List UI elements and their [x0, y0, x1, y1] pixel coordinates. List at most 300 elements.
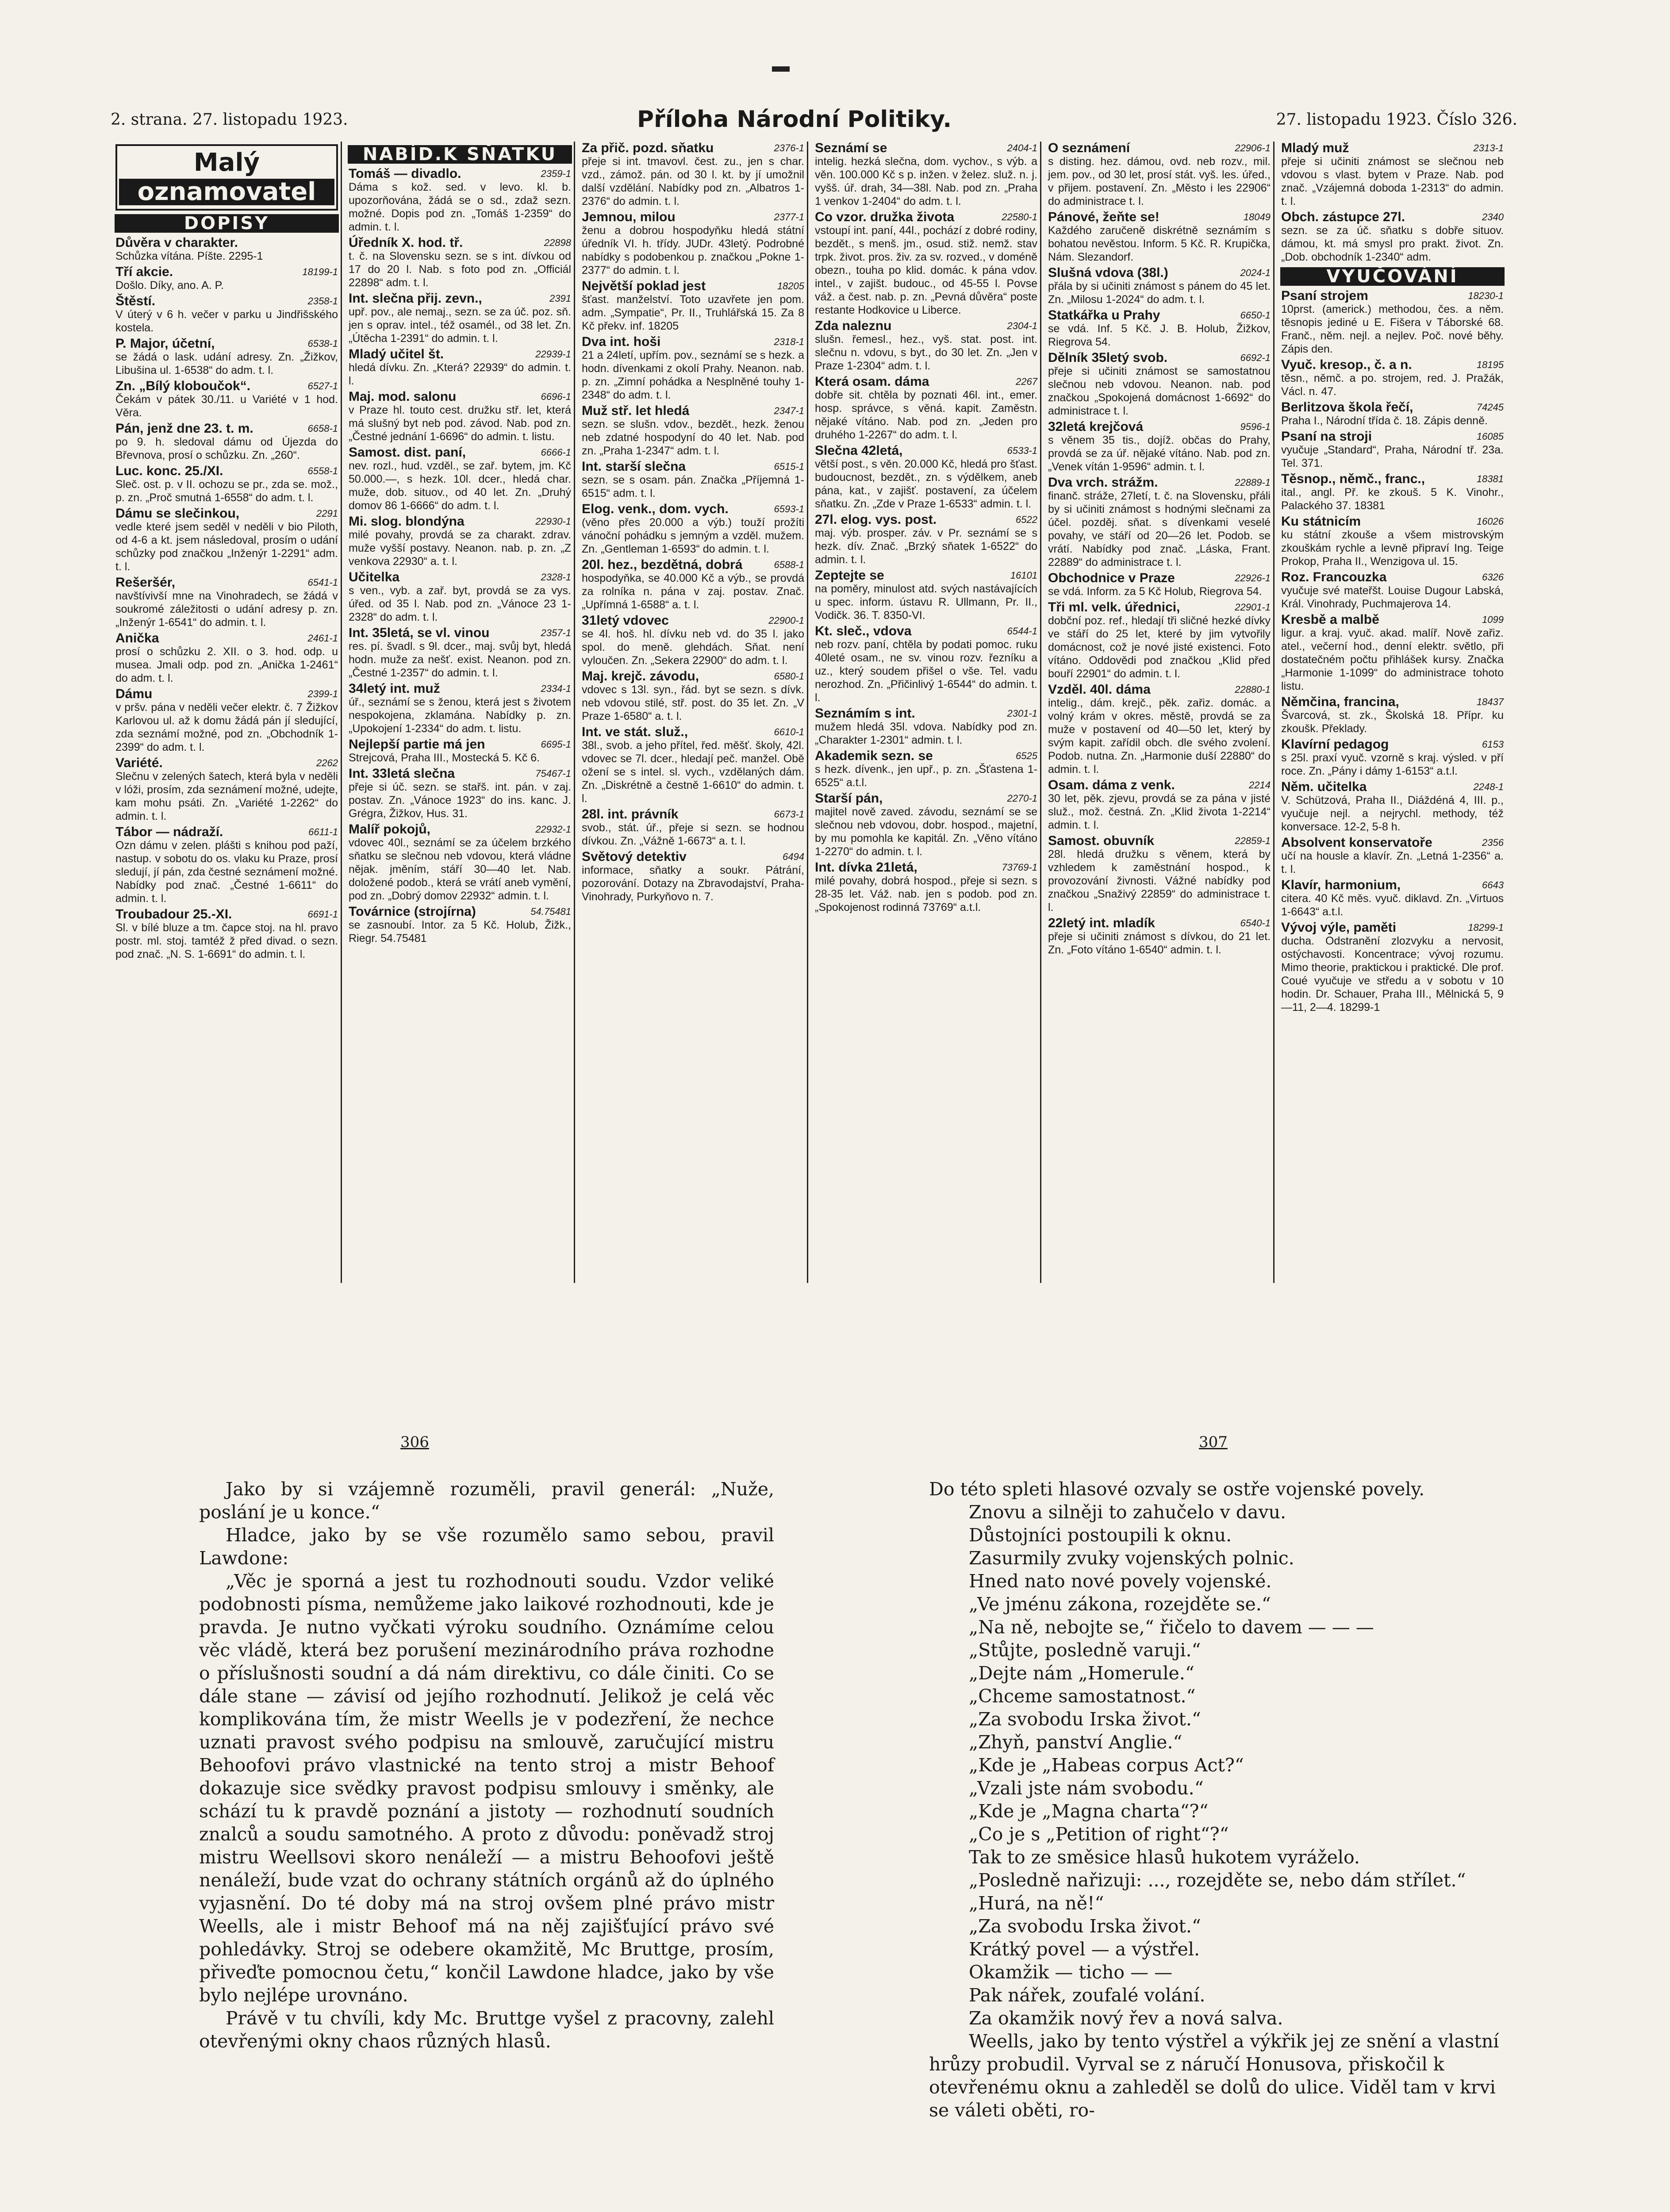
ad-body: po 9. h. sledoval dámu od Újezda do Břevnova, prosí o schůzku. Zn. „260“. [115, 436, 338, 461]
ad-body: ženu a dobrou hospodyňku hledá státní úředník VI. h. třídy. JUDr. 43letý. Podrobné nabídky s podobenkou p. značkou „Pokne 1-2377“ do admin. t. l. [582, 224, 804, 276]
classified-ad [812, 444, 1040, 511]
ad-title: Mi. slog. blondýna [349, 514, 465, 529]
ad-title: Klavírní pedagog [1281, 737, 1389, 752]
story-paragraph: „Za svobodu Irska život.“ [969, 1916, 1201, 1937]
ad-title: 27l. elog. vys. post. [815, 512, 937, 527]
classified-ad [113, 687, 341, 754]
ad-body: citera. 40 Kč měs. vyuč. diklavd. Zn. „Virtuos 1-6643“ a.t.l. [1281, 892, 1504, 918]
classified-ad [579, 558, 807, 611]
classified-ad [1045, 834, 1273, 914]
ad-column-6 [1278, 142, 1506, 1283]
ad-number: 6696-1 [541, 391, 571, 402]
newspaper-title: Příloha Národní Politiky. [637, 106, 952, 133]
classified-ad [346, 292, 574, 345]
ad-body: Sleč. ost. p. v II. ochozu se pr., zda se. mož., p. zn. „Proč smutná 1-6558“ do adm. t. l. [115, 478, 338, 504]
ad-body: s ven., vyb. a zař. byt, provdá se za vys. úřed. od 35 l. Nab. pod zn. „Vánoce 23 1-2328“ do adm. t. l. [349, 584, 571, 623]
ad-number: 22580-1 [1002, 211, 1037, 223]
classified-ad [1278, 921, 1506, 1014]
classified-ad [1045, 351, 1273, 418]
ad-number: 6580-1 [774, 671, 804, 682]
ad-number: 22880-1 [1235, 684, 1271, 695]
ad-title: Int. starší slečna [582, 459, 686, 474]
classified-ad [113, 265, 341, 292]
classified-ad [1278, 289, 1506, 356]
ad-number: 2313-1 [1473, 142, 1504, 154]
ad-title: Štěstí. [115, 294, 156, 308]
ad-body: slušn. řemesl., hez., vyš. stat. post. int. slečnu n. vdovu, s byt., do 30 let. Zn. „Jen v Praze 1-2304“ adm. t. l. [815, 333, 1037, 372]
ad-body: s hezk. dívenk., jen upř., p. zn. „Šťastena 1-6525“ a.t.l. [815, 763, 1037, 789]
classified-ad [1278, 358, 1506, 398]
ad-number: 16026 [1476, 516, 1504, 527]
ad-number: 2214 [1249, 780, 1271, 791]
ad-body: Ozn dámu v zelen. plášti s knihou pod paží, nastup. v sobotu do os. vlaku ku Praze, prosí sledují, jí pán, zda čestné seznámení možné. Nabídky pod znač. „Čestné 1-6611“ do admin. t. l. [115, 839, 338, 905]
ad-number: 2318-1 [774, 336, 804, 347]
ad-body: nev. rozl., hud. vzděl., se zař. bytem, jm. Kč 50.000.—, s hezk. 10l. dcer., hledá char. muže, dob. situov., od 40 let. Zn. „Druhý domov 86 1-6666“ do adm. t. l. [349, 460, 571, 512]
classified-ad [346, 767, 574, 820]
ad-body: Strejcová, Praha III., Mostecká 5. Kč 6. [349, 752, 540, 764]
ad-body: ital., angl. Př. ke zkouš. 5 K. Vinohr., Palackého 37. 18381 [1281, 486, 1504, 512]
ad-title: Obch. zástupce 27l. [1281, 210, 1405, 224]
ad-number: 6540-1 [1240, 918, 1271, 929]
ad-number: 2334-1 [541, 683, 571, 694]
ad-number: 2304-1 [1007, 320, 1037, 331]
ad-number: 75467-1 [535, 768, 571, 779]
ad-body: se vdá. Inform. za 5 Kč Holub, Riegrova 54. [1048, 585, 1262, 598]
classified-ad [113, 295, 341, 334]
ad-body: přeje si úč. sezn. se stařš. int. pán. v zaj. postav. Zn. „Vánoce 1923“ do ins. kanc. J. Grégra, Žižkov, Hus. 31. [349, 781, 571, 820]
story-paragraph: „Za svobodu Irska život.“ [969, 1709, 1201, 1730]
ad-body: majitel nově zaved. závodu, seznámí se se slečnou neb vdovou, dobr. hospod., majetní, by mu pomohla ke kapitál. Zn. „Věno vítáno 1-2270“ do admin. t. l. [815, 806, 1037, 858]
section-heading-dopisy: DOPISY [115, 214, 339, 233]
ad-title: Co vzor. družka života [815, 210, 955, 224]
ad-title: Luc. konc. 25./XI. [115, 464, 223, 478]
ad-title: Mladý muž [1281, 142, 1349, 155]
ad-number: 18199-1 [302, 266, 338, 277]
classified-ad [1278, 836, 1506, 876]
classified-ad [113, 380, 341, 419]
classified-ad [346, 446, 574, 512]
ad-number: 6593-1 [774, 503, 804, 515]
ad-body: Slečnu v zelených šatech, která byla v neděli v lóži, prosím, zda seznámení možné, udejte, kam mohu psáti. Zn. „Variété 1-2262“ do admin. t. l. [115, 770, 338, 822]
story-paragraph: Jako by si vzájemně rozuměli, pravil generál: „Nuže, poslání je u konce.“ [199, 1479, 774, 1523]
ad-body: těsn., němč. a po. strojem, red. J. Pražák, Václ. n. 47. [1281, 372, 1504, 398]
header-date-left: 2. strana. 27. listopadu 1923. [111, 111, 348, 129]
ad-body: informace, sňatky a soukr. Pátrání, pozorování. Dotazy na Zbravodajství, Praha-Vinohrady, Purkyňovo n. 7. [582, 864, 804, 903]
ad-body: ku státní zkouše a všem mistrovským zkouškám rychle a levně připraví Ing. Teige Prokop, Praha II., Wenzigova ul. 15. [1281, 529, 1504, 568]
ad-title: Pánové, žeňte se! [1048, 210, 1159, 224]
story-paragraph: Krátký povel — a výstřel. [969, 1939, 1200, 1960]
ad-number: 22859-1 [1235, 835, 1271, 846]
ad-body: vdovec s 13l. syn., řád. byt se sezn. s dívk. neb vdovou stilé, stř. post. do 35 let. Zn. „V Praze 1-6580“ a. t. l. [582, 684, 804, 722]
classified-ad [1278, 613, 1506, 693]
ad-number: 6643 [1482, 879, 1504, 891]
classified-ad [812, 749, 1040, 789]
classified-ad [1045, 917, 1273, 956]
ad-column-3 [579, 142, 808, 1283]
ad-body: šťast. manželství. Toto uzavřete jen pom. adm. „Sympatie“, Pr. II., Truhlářská 15. Za 8 Kč překv. inf. 18205 [582, 293, 804, 332]
story-paragraph: „Ve jménu zákona, rozejděte se.“ [969, 1594, 1271, 1615]
ad-number: 2291 [316, 508, 338, 519]
classified-ad [812, 569, 1040, 622]
ad-number: 6527-1 [307, 380, 338, 392]
ad-title: Která osam. dáma [815, 374, 929, 389]
ad-body: hospodyňka, se 40.000 Kč a výb., se provdá za rolníka n. pána v zaj. postav. Znač. „Upřímná 1-6588“ a. t. l. [582, 572, 804, 611]
classified-ad [812, 319, 1040, 373]
ad-body: prosí o schůzku 2. XII. o 3. hod. odp. u musea. Jmali odp. pod zn. „Anička 1-2461“ do adm. t. l. [115, 645, 338, 684]
classified-ad [1278, 515, 1506, 568]
classified-ad [579, 726, 807, 805]
ad-body: ligur. a kraj. vyuč. akad. malíř. Nově zařiz. atel., večerní hod., denní elektr. světlo, při dostatečném počtu přihlášek kursy. Značka „Harmonie 1-1099“ do administrace tohoto listu. [1281, 627, 1504, 692]
ad-title: Tří akcie. [115, 265, 173, 279]
story-paragraph: „Chceme samostatnost.“ [969, 1686, 1196, 1707]
ad-title: 31letý vdovec [582, 613, 669, 628]
ad-number: 2270-1 [1007, 793, 1037, 804]
ad-body: dobře sit. chtěla by poznati 46l. int., emer. hosp. správce, s věná. kapit. Zaměstn. nějaké vítáno. Nab. pod zn. „Jeden pro druhého 1-2267“ do adm. t. l. [815, 389, 1037, 441]
story-paragraph: „Kde je „Magna charta“?“ [969, 1801, 1209, 1822]
ad-column-4 [812, 142, 1041, 1283]
ad-title: Muž stř. let hledá [582, 403, 690, 418]
ad-number: 9596-1 [1240, 421, 1271, 432]
ad-title: Roz. Francouzka [1281, 570, 1387, 584]
classified-ad [1278, 430, 1506, 470]
ad-title: Absolvent konservatoře [1281, 835, 1432, 850]
ad-body: V úterý v 6 h. večer v parku u Jindřišského kostela. [115, 308, 338, 334]
ad-title: Akademik sezn. se [815, 749, 933, 763]
ad-body: svob., stát. úř., přeje si sezn. se hodnou dívkou. Zn. „Vážně 1-6673“ a. t. l. [582, 822, 804, 847]
ad-title: Zeptejte se [815, 568, 884, 583]
ad-body: na poměry, minulost atd. svých nastávajících u spec. inform. ústavu R. Ullmann, Pr. II., Vodičk. 36. T. 8350-VI. [815, 583, 1037, 622]
ad-body: mužem hledá 35l. vdova. Nabídky pod zn. „Charakter 1-2301“ admin. t. l. [815, 721, 1037, 746]
ad-number: 6558-1 [307, 465, 338, 476]
story-paragraph: Hned nato nové povely vojenské. [969, 1571, 1272, 1592]
classified-ad [1045, 683, 1273, 776]
story-text-right [929, 1478, 1504, 2122]
ad-number: 22932-1 [535, 824, 571, 835]
story-paragraph: Pak nářek, zoufalé volání. [969, 1985, 1205, 2006]
classified-ad [812, 513, 1040, 566]
ad-body: 30 let, pěk. zjevu, provdá se za pána v jisté služ., mož. čestná. Zn. „Klid života 1-2214“ admin. t. l. [1048, 792, 1271, 831]
ad-body: se 4l. hoš. hl. dívku neb vd. do 35 l. jako spol. do meně. glehdách. Sňat. není vyloučen. Zn. „Sekera 22900“ do adm. t. l. [582, 628, 804, 667]
ad-number: 6692-1 [1240, 352, 1271, 363]
story-paragraph: Znovu a silněji to zahučelo v davu. [969, 1502, 1286, 1523]
ad-number: 18299-1 [1468, 922, 1504, 933]
ad-title: Samost. obuvník [1048, 833, 1155, 848]
story-paragraph: Zasurmily zvuky vojenských polnic. [969, 1548, 1294, 1569]
ad-body: vedle které jsem seděl v neděli v bio Piloth, od 4-6 a kt. jsem následoval, prosím o udání schůzky pod značkou „Inženýr 1-2291“ adm. t. l. [115, 521, 338, 573]
ad-title: Statkářka u Prahy [1048, 308, 1160, 323]
ad-title: Ku státnicím [1281, 514, 1361, 529]
classified-ad [346, 571, 574, 624]
ad-title: Elog. venk., dom. vych. [582, 502, 729, 516]
ad-body: (věno přes 20.000 a výb.) touží prožíti vánoční pohádku s jemným a vzděl. mužem. Zn. „Gentleman 1-6593“ do admin. t. l. [582, 516, 804, 555]
classified-ad [1045, 476, 1273, 569]
classified-ad [1045, 309, 1273, 349]
ad-title: Světový detektiv [582, 849, 687, 864]
ad-title: Kresbě a malbě [1281, 612, 1379, 627]
ad-body: milé povahy, provdá se za charakt. zdrav. muže vyšší postavy. Neanon. nab. p. zn. „Z venkova 22930“ a. t. l. [349, 529, 571, 568]
classified-ad [579, 808, 807, 848]
ad-title: Int. 35letá, se vl. vinou [349, 626, 490, 640]
classified-ad [1278, 780, 1506, 833]
ad-title: Int. dívka 21letá, [815, 860, 918, 875]
classified-ad [1045, 142, 1273, 208]
classified-ad [1278, 142, 1506, 208]
ad-number: 2399-1 [307, 688, 338, 699]
ad-body: v pršv. pána v neděli večer elektr. č. 7 Žižkov Karlovou ul. až k domu žádá pán jí sledující, zda seznámí možné, pod zn. „Obchodník 1-2399“ do adm. t. l. [115, 701, 338, 753]
classified-ad [113, 337, 341, 377]
ad-number: 6658-1 [307, 423, 338, 434]
ad-title: Za přič. pozd. sňatku [582, 142, 714, 155]
ad-title: Dámu se slečinkou, [115, 506, 240, 521]
ad-number: 6525 [1016, 750, 1037, 761]
ad-title: Dámu [115, 687, 153, 701]
ad-title: Jemnou, milou [582, 210, 676, 224]
classified-ad [579, 211, 807, 277]
story-paragraph: Okamžik — ticho — — [969, 1962, 1173, 1983]
classified-ad [1045, 266, 1273, 306]
classified-ad [346, 905, 574, 945]
ad-title: Psaní strojem [1281, 288, 1368, 303]
page-number-left: 306 [400, 1433, 429, 1451]
print-mark [772, 66, 790, 72]
logo-line-1: Malý [193, 148, 260, 177]
classified-ad [812, 142, 1040, 208]
ad-body: res. pí. švadl. s 9l. dcer., maj. svůj byt, hledá hodn. muže za nešť. exist. Neanon. pod zn. „Čestné 1-2357“ do admin. t. l. [349, 640, 571, 679]
story-paragraph: Právě v tu chvíli, kdy Mc. Bruttge vyšel z pracovny, zalehl otevřenými okny chaos různých hlasů. [199, 2008, 774, 2052]
ad-title: Slečna 42letá, [815, 443, 903, 458]
classified-ad [1278, 401, 1506, 427]
ad-title: Němčina, francina, [1281, 695, 1399, 709]
ad-number: 2391 [549, 293, 571, 304]
classified-ad [346, 390, 574, 443]
classified-ad [1278, 571, 1506, 611]
ad-body: finanč. stráže, 27letí, t. č. na Slovensku, přáli by si učiniti známost s hodnými slečnami za účel. pozděj. sňat. s dívenkami veselé povahy, ve stáří od 20—26 let. Podob. se vrátí. Nabídky pod znač. „Láska, Frant. 22889“ do administrace t. l. [1048, 490, 1271, 568]
ad-title: Anička [115, 631, 159, 645]
section-heading-snatku: NABÍD.K SŇATKU [348, 145, 572, 164]
ad-title: Seznámím s int. [815, 706, 915, 721]
classified-ad [346, 348, 574, 388]
ad-number: 6153 [1482, 739, 1504, 750]
ad-number: 2377-1 [774, 211, 804, 223]
ad-number: 2301-1 [1007, 708, 1037, 719]
ad-column-2 [346, 142, 575, 1283]
ad-body: přeje si učiniti známost s dívkou, do 21 let. Zn. „Foto vítáno 1-6540“ admin. t. l. [1048, 930, 1271, 956]
ad-body: vyučuje „Standard“, Praha, Národní tř. 23a. Tel. 371. [1281, 444, 1504, 469]
ad-body: milé povahy, dobrá hospod., přeje si sezn. s 28-35 let. Váž. nab. jen s podob. pod zn. „Spokojenost rodinná 73769“ a.t.l. [815, 875, 1037, 914]
maly-oznamovatel-logo [115, 144, 338, 211]
classified-ad [1045, 211, 1273, 264]
ad-body: přála by si učiniti známost s pánem do 45 let. Zn. „Milosu 1-2024“ do adm. t. l. [1048, 280, 1271, 306]
ad-body: v Praze hl. touto cest. družku stř. let, která má slušný byt neb pod. závod. Nab. pod zn. „Čestné jednání 1-6696“ do admin. t. listu. [349, 404, 571, 443]
ad-body: Každého zaručeně diskrétně seznámím s bohatou nevěstou. Inform. 5 Kč. R. Krupička, Nám. Slezandorf. [1048, 224, 1271, 263]
ad-body: Dáma s kož. sed. v levo. kl. b. upozorňována, žádá se o sd., zdaž sezn. možné. Dopis pod zn. „Tomáš 1-2359“ do admin. t. l. [349, 181, 571, 233]
ad-number: 2248-1 [1473, 781, 1504, 792]
classified-ad [113, 826, 341, 905]
ad-title: Berlitzova škola řečí, [1281, 400, 1413, 415]
story-paragraph: „Hurá, na ně!“ [969, 1893, 1104, 1914]
ad-number: 73769-1 [1002, 862, 1037, 873]
ad-body: maj. výb. prosper. záv. v Pr. seznámí se s hezk. dív. Znač. „Brzký sňatek 1-6522“ do admin. t. l. [815, 527, 1037, 566]
classified-ad [346, 515, 574, 568]
classified-ad [346, 167, 574, 234]
ad-number: 22926-1 [1235, 572, 1271, 584]
ad-title: Vývoj výle, paměti [1281, 920, 1397, 935]
logo-line-2: oznamovatel [119, 179, 334, 205]
ad-number: 6610-1 [774, 726, 804, 737]
ad-body: dobční poz. ref., hledají tři sličné hezké dívky ve stáří do 25 let, které by jim vytvořily domácnost, což je nové jisté existenci. Foto vítáno. Oddovědi pod značkou „Klid před bouří 22901“ do admin. t. l. [1048, 614, 1271, 680]
ad-body: se žádá o lask. udání adresy. Zn. „Žižkov, Libušina ul. 1-6538“ do adm. t. l. [115, 351, 338, 376]
ad-title: Variété. [115, 756, 163, 770]
ad-number: 2024-1 [1240, 267, 1271, 278]
ad-title: Obchodnice v Praze [1048, 571, 1175, 585]
story-paragraph: Weells, jako by tento výstřel a výkřik jej ze snění a vlastní hrůzy probudil. Vyrval se z náručí Honusova, přiskočil k otevřenému oknu a zahleděl se dolů do ulice. Viděl tam v krvi se váleti oběti, ro- [929, 2031, 1499, 2121]
ad-body: s disting. hez. dámou, ovd. neb rozv., mil. jem. pov., od 30 let, prosí stát. vyš. les. úřed., v přijem. postavení. Zn. „Město i les 22906“ do administrace t. l. [1048, 155, 1271, 207]
story-paragraph: Tak to ze směsice hlasů hukotem vyráželo. [969, 1847, 1360, 1868]
classified-ad [812, 375, 1040, 442]
classified-ad [812, 707, 1040, 747]
ad-body: větší post., s věn. 20.000 Kč, hledá pro šťast. budoucnost, bezdět., zn. s výdělkem, aneb pána, kat., v zajišť. postavení, za účelem sňatku. Zn. „Zde v Praze 1-6533“ admin. t. l. [815, 458, 1037, 510]
ad-number: 2347-1 [774, 405, 804, 416]
classified-ad [113, 908, 341, 961]
classified-ad [579, 503, 807, 556]
ad-column-1 [113, 142, 342, 1283]
ad-number: 2359-1 [541, 168, 571, 179]
ad-body: vstoupí int. paní, 44l., pochází z dobré rodiny, bezdět., s menš. jm., osud. stiž. nemž. stav trpk. život. pros. živ. za sv. rozved., v doméně obezn., touha po klid. domác. k pána vdov. intel., v zajišt. budouc., od 45-55 l. Povse váž. a čest. nab. p. zn. „Pevná důvěra“ poste restante Hodkovice u Liberce. [815, 224, 1037, 316]
classified-ad [1045, 779, 1273, 832]
ad-body: Schůzka vítána. Píšte. 2295-1 [115, 250, 263, 262]
ad-title: Tři ml. velk. úřednici, [1048, 600, 1180, 614]
story-paragraph: „Posledně nařizuji: ..., rozejděte se, nebo dám střílet.“ [969, 1870, 1466, 1891]
ad-body: sezn. se za úč. sňatku s dobře situov. dámou, kt. má smysl pro prakt. život. Zn. „Dob. obchodník 1-2340“ adm. [1281, 224, 1504, 263]
ad-body: s věnem 35 tis., dojíž. občas do Prahy, provdá se za úř. nějaké vítáno. Nab. pod zn. „Venek vítán 1-9596“ admin. t. l. [1048, 434, 1271, 473]
ad-number: 18381 [1476, 473, 1504, 484]
ad-title: Klavír, harmonium, [1281, 878, 1401, 892]
ad-body: vdovec 40l., seznámí se za účelem brzkého sňatku se slečnou neb vdovou, která vládne nějak. jměním, stáří 30—40 let. Nab. doložené podob., která se vrátí aneb vymění, pod zn. „Dobrý domov 22932“ admin. t. l. [349, 837, 571, 902]
ad-number: 2328-1 [541, 572, 571, 583]
classified-ad [812, 211, 1040, 317]
ad-title: Dělník 35letý svob. [1048, 350, 1168, 365]
ad-number: 6538-1 [307, 338, 338, 349]
classified-ad [346, 682, 574, 735]
ad-body: Čekám v pátek 30./11. u Variété v 1 hod. Věra. [115, 393, 338, 419]
ad-number: 22906-1 [1235, 142, 1271, 154]
ad-number: 18205 [777, 280, 804, 292]
ad-body: Sl. v bílé bluze a tm. čapce stoj. na hl. pravo postr. ml. stoj. tamtéž ž před divad. o sezn. pod znač. „N. S. 1-6691“ do admin. t. l. [115, 922, 338, 960]
ad-body: se vdá. Inf. 5 Kč. J. B. Holub, Žižkov, Riegrova 54. [1048, 323, 1271, 348]
ad-number: 54.75481 [530, 906, 571, 917]
story-text-left [199, 1478, 774, 2053]
classified-ad [1045, 420, 1273, 473]
story-paragraph: „Co je s „Petition of right“?“ [969, 1824, 1229, 1845]
ad-number: 18195 [1476, 359, 1504, 370]
ad-title: Dva int. hoši [582, 334, 661, 349]
ad-title: Důvěra v charakter. [115, 235, 238, 250]
ad-number: 22889-1 [1235, 477, 1271, 488]
ad-title: Maj. mod. salonu [349, 389, 457, 404]
ad-title: Učitelka [349, 570, 400, 584]
ad-title: Maj. krejč. závodu, [582, 669, 699, 684]
ad-body: Švarcová, st. zk., Školská 18. Přípr. ku zkoušk. Překlady. [1281, 709, 1504, 735]
ad-title: Vyuč. kresop., č. a n. [1281, 357, 1412, 372]
ad-title: Slušná vdova (38l.) [1048, 265, 1168, 280]
ad-body: navštívivší mne na Vinohradech, se žádá v soukromé záležitosti o udání adresy p. zn. „Inženýr 1-6541“ do admin. t. l. [115, 590, 338, 629]
story-paragraph: „Zhyň, panství Anglie.“ [969, 1732, 1182, 1753]
ad-title: Troubadour 25.-XI. [115, 907, 232, 922]
ad-body: vyučuje své mateřšt. Louise Dugour Labská, Král. Vinohrady, Puchmajerova 14. [1281, 584, 1504, 610]
ad-title: Osam. dáma z venk. [1048, 778, 1175, 792]
ad-number: 2376-1 [774, 142, 804, 154]
ad-body: intelig. hezká slečna, dom. vychov., s výb. a věn. 100.000 Kč s p. inžen. v želez. služ. n. j. vyšš. úř. drah, 34—38l. Nab. pod zn. „Praha 1 venkov 1-2404“ do adm. t. l. [815, 155, 1037, 207]
ad-number: 18049 [1243, 211, 1271, 223]
ad-title: Int. 33letá slečna [349, 766, 455, 781]
classified-ad [346, 626, 574, 680]
ad-title: Zda naleznu [815, 319, 892, 333]
ad-number: 16101 [1010, 570, 1037, 581]
ad-title: Něm. učitelka [1281, 780, 1367, 794]
ad-body: ducha. Odstranění zlozvyku a nervosit, ostýchavosti. Koncentrace; vývoj rozumu. Mimo theorie, praktickou i praktické. Dle prof. Coué vyučuje ve středu a v sobotu v 10 hodin. Dr. Schauer, Praha III., Mělnická 5, 9—11, 2—4. 18299-1 [1281, 935, 1504, 1014]
classified-ad [113, 632, 341, 685]
classified-ad [812, 861, 1040, 914]
story-paragraph: Hladce, jako by se vše rozumělo samo sebou, pravil Lawdone: [199, 1525, 774, 1569]
ad-title: O seznámení [1048, 142, 1130, 155]
page-number-right: 307 [1199, 1433, 1228, 1451]
ad-column-5 [1045, 142, 1275, 1283]
ad-number: 22939-1 [535, 349, 571, 360]
ad-number: 2461-1 [307, 633, 338, 644]
ad-number: 22898 [544, 237, 571, 248]
classified-ad [1278, 879, 1506, 918]
ad-body: intelig., dám. krejč., pěk. zařiz. domác. a volný krám v okres. městě, provdá se za muže v postavení od 40—50 let, který by svým kapit. zařídil obch. dle svého zvolení. Podob. nutna. Zn. „Harmonie duší 22880“ do admin. t. l. [1048, 697, 1271, 776]
ad-body: sezn. se slušn. vdov., bezdět., hezk. ženou neb zdatné hospodyní do 40 let. Nab. pod zn. „Praha 1-2347“ adm. t. l. [582, 418, 804, 457]
ad-title: Zn. „Bílý kloboučok“. [115, 379, 251, 393]
ad-body: sezn. se s osam. pán. Značka „Příjemná 1-6515“ adm. t. l. [582, 474, 804, 499]
ad-number: 74245 [1476, 402, 1504, 413]
ad-body: s 25l. praxí vyuč. vzorně s kraj. výsled. v pří roce. Zn. „Pány i dámy 1-6153“ a.t.l. [1281, 752, 1504, 777]
classified-ad [1278, 695, 1506, 735]
story-paragraph: „Vzali jste nám svobodu.“ [969, 1778, 1204, 1799]
ad-body: upř. pov., ale nemaj., sezn. se za úč. poz. sň. jen s oprav. intel., též osamél., od 38 let. Zn. „Útěcha 1-2391“ do admin. t. l. [349, 306, 571, 345]
ad-number: 6691-1 [307, 909, 338, 920]
classified-ad [1278, 211, 1506, 264]
ad-number: 6611-1 [308, 826, 338, 837]
ad-body: přeje si učiniti známost se samostatnou slečnou neb vdovou. Neanon. nab. pod značkou „Spokojená domácnost 1-6692“ do administrace t. l. [1048, 365, 1271, 417]
ad-title: Největší poklad jest [582, 279, 706, 293]
ad-number: 2340 [1482, 211, 1504, 223]
ad-number: 6666-1 [541, 447, 571, 458]
ad-body: Došlo. Díky, ano. A. P. [115, 279, 224, 292]
story-paragraph: „Stůjte, posledně varuji.“ [969, 1640, 1201, 1661]
ad-title: Seznámí se [815, 142, 887, 155]
classified-ad [113, 465, 341, 504]
ad-number: 6544-1 [1007, 626, 1037, 637]
classified-ad [1278, 738, 1506, 778]
ad-title: 22letý int. mladík [1048, 916, 1155, 930]
ad-title: Psaní na stroji [1281, 429, 1372, 444]
ad-title: Vzděl. 40l. dáma [1048, 682, 1151, 697]
ad-title: Starší pán, [815, 791, 883, 806]
ad-title: Dva vrch. strážm. [1048, 475, 1158, 490]
header-date-right: 27. listopadu 1923. Číslo 326. [1276, 111, 1517, 129]
story-paragraph: „Na ně, nebojte se,“ řičelo to davem — — — [969, 1617, 1374, 1638]
ad-number: 2356 [1482, 837, 1504, 848]
ad-number: 16085 [1476, 431, 1504, 442]
ad-title: 34letý int. muž [349, 681, 440, 696]
ad-body: t. č. na Slovensku sezn. se s int. dívkou od 17 do 20 l. Nab. s foto pod zn. „Officiál 22898“ adm. t. l. [349, 250, 571, 289]
classified-ad [113, 757, 341, 823]
ad-number: 6588-1 [774, 559, 804, 570]
classified-ad [346, 738, 574, 764]
ad-body: učí na housle a klavír. Zn. „Letná 1-2356“ a. t. l. [1281, 850, 1504, 876]
